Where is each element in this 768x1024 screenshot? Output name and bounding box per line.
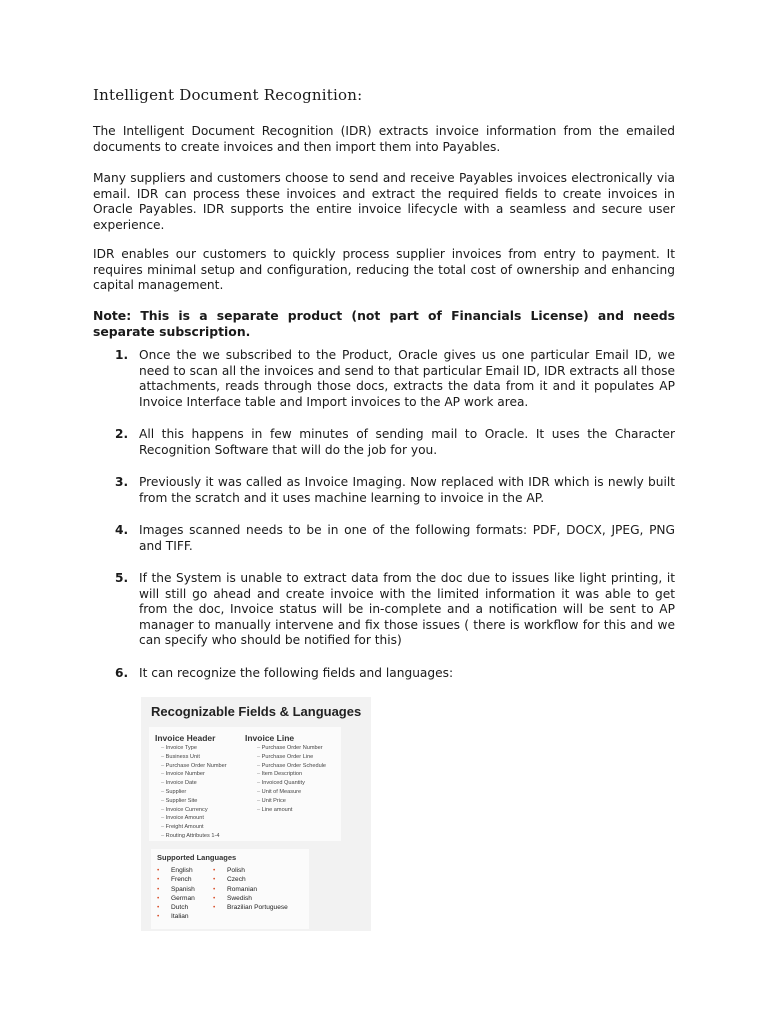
list-item: – Purchase Order Number [257, 744, 326, 753]
list-item: • Brazilian Portuguese [213, 903, 288, 912]
list-item: • Dutch [157, 903, 195, 912]
figure-title: Recognizable Fields & Languages [151, 704, 362, 719]
list-item: – Invoice Type [161, 744, 227, 753]
list-item: – Invoice Number [161, 770, 227, 779]
list-item: – Business Unit [161, 753, 227, 762]
list-item: • Italian [157, 912, 195, 921]
document-title: Intelligent Document Recognition: [93, 86, 363, 104]
list-item: – Unit of Measure [257, 788, 326, 797]
list-item: 4. Images scanned needs to be in one of the following formats: PDF, DOCX, JPEG, PNG and TIFF. [115, 523, 675, 553]
list-item: – Purchase Order Line [257, 753, 326, 762]
languages-column-2 [213, 866, 288, 912]
languages-panel [151, 849, 309, 929]
languages-column-1 [157, 866, 195, 922]
fields-panel [149, 727, 341, 841]
invoice-header-heading: Invoice Header [155, 733, 216, 743]
list-item: • Swedish [213, 894, 288, 903]
list-item: 3. Previously it was called as Invoice Imaging. Now replaced with IDR which is newly built from the scratch and it uses machine learning to invoice in the AP. [115, 475, 675, 505]
list-item: – Unit Price [257, 797, 326, 806]
list-item: • Spanish [157, 885, 195, 894]
list-item: – Invoice Amount [161, 814, 227, 823]
list-item: • English [157, 866, 195, 875]
list-item: • French [157, 875, 195, 884]
email-paragraph: Many suppliers and customers choose to send and receive Payables invoices electronically via email. IDR can process these invoices and extract the required fields to create invoices in Oracle Payables. IDR supports the entire invoice lifecycle with a seamless and secure user experience. [93, 171, 675, 232]
list-item: – Supplier Site [161, 797, 227, 806]
feature-list [93, 348, 675, 681]
invoice-header-fields [161, 744, 227, 841]
list-item: – Invoice Date [161, 779, 227, 788]
intro-paragraph: The Intelligent Document Recognition (IDR) extracts invoice information from the emailed documents to create invoices and then import them into Payables. [93, 124, 675, 154]
list-item: – Invoiced Quantity [257, 779, 326, 788]
list-item: • Czech [213, 875, 288, 884]
list-item: – Line amount [257, 806, 326, 815]
list-item: – Purchase Order Schedule [257, 762, 326, 771]
list-item: – Supplier [161, 788, 227, 797]
list-item: • Polish [213, 866, 288, 875]
benefits-paragraph: IDR enables our customers to quickly process supplier invoices from entry to payment. It requires minimal setup and configuration, reducing the total cost of ownership and enhancing capital management. [93, 247, 675, 292]
list-item: 1. Once the we subscribed to the Product, Oracle gives us one particular Email ID, we need to scan all the invoices and send to that particular Email ID, IDR extracts all those attachments, reads through those docs, extracts the data from it and it populates AP Invoice Interface table and Import invoices to the AP work area. [115, 348, 675, 409]
invoice-line-heading: Invoice Line [245, 733, 295, 743]
list-item: – Routing Attributes 1-4 [161, 832, 227, 841]
invoice-line-fields [257, 744, 326, 814]
list-item: – Item Description [257, 770, 326, 779]
list-item: – Invoice Currency [161, 806, 227, 815]
list-item: – Freight Amount [161, 823, 227, 832]
list-item: – Purchase Order Number [161, 762, 227, 771]
languages-heading: Supported Languages [157, 853, 237, 862]
list-item: 5. If the System is unable to extract data from the doc due to issues like light printing, it will still go ahead and create invoice with the limited information it was able to get from the doc, Invoice status will be in-complete and a notification will be sent to AP manager to manually intervene and fix those issues ( there is workflow for this and we can specify who should be notified for this) [115, 571, 675, 647]
recognizable-fields-figure [141, 697, 371, 931]
list-item: 6. It can recognize the following fields and languages: [115, 665, 454, 680]
subscription-note: Note: This is a separate product (not part of Financials License) and needs separate subscription. [93, 308, 675, 339]
list-item: 2. All this happens in few minutes of sending mail to Oracle. It uses the Character Recognition Software that will do the job for you. [115, 427, 675, 457]
list-item: • Romanian [213, 885, 288, 894]
list-item: • German [157, 894, 195, 903]
